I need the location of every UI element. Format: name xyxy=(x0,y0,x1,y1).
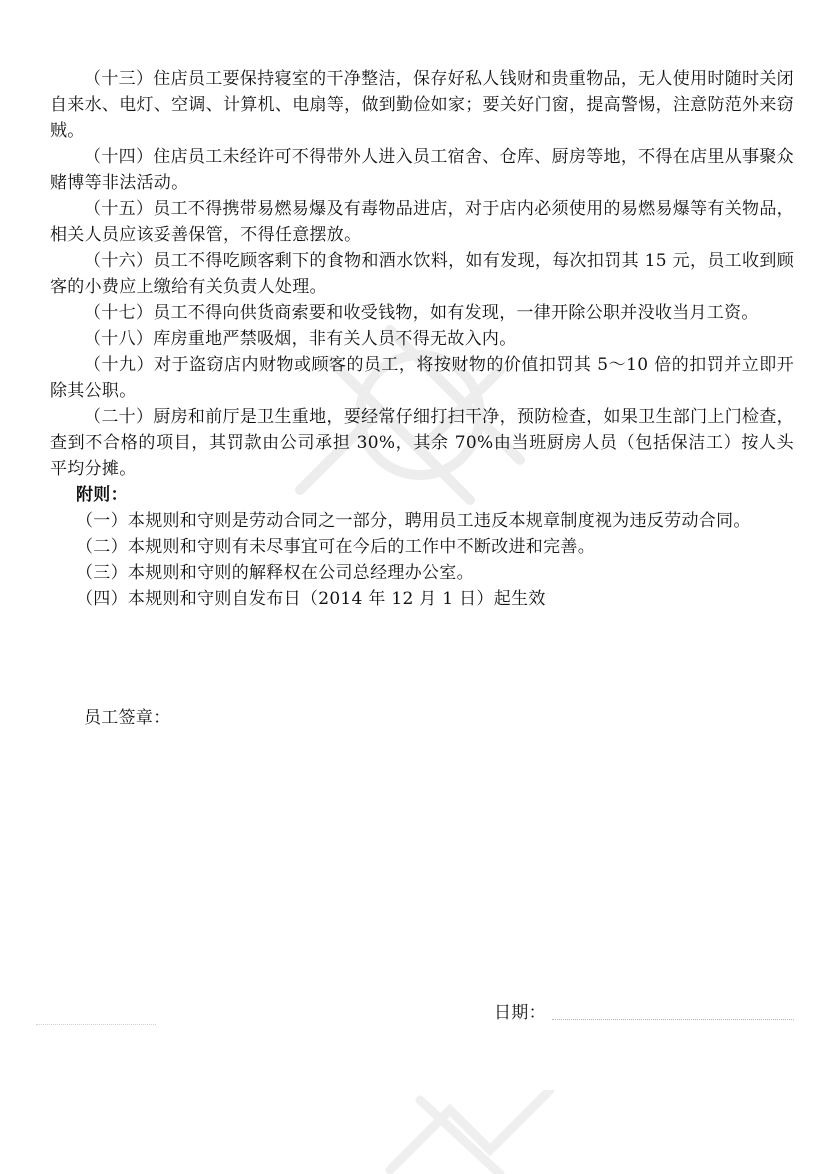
rule-16: （十六）员工不得吃顾客剩下的食物和酒水饮料，如有发现，每次扣罚其 15 元，员工收到顾客的小费应上缴给有关负责人处理。 xyxy=(50,251,794,297)
date-fill-line[interactable] xyxy=(552,1019,794,1020)
date-label: 日期： xyxy=(494,1003,546,1023)
rule-19: （十九）对于盗窃店内财物或顾客的员工，将按财物的价值扣罚其 5～10 倍的扣罚并立即开除其公职。 xyxy=(50,355,794,401)
rule-14: （十四）住店员工未经许可不得带外人进入员工宿舍、仓库、厨房等地，不得在店里从事聚众赌博等非法活动。 xyxy=(50,147,794,193)
rules-body xyxy=(50,66,794,612)
appendix-item-3: （三）本规则和守则的解释权在公司总经理办公室。 xyxy=(76,563,474,583)
appendix-item-1: （一）本规则和守则是劳动合同之一部分，聘用员工违反本规章制度视为违反劳动合同。 xyxy=(76,511,751,531)
rule-17: （十七）员工不得向供货商索要和收受钱物，如有发现，一律开除公职并没收当月工资。 xyxy=(84,303,759,323)
footer-divider xyxy=(36,1024,156,1025)
rule-18: （十八）库房重地严禁吸烟，非有关人员不得无故入内。 xyxy=(84,329,517,349)
appendix-heading: 附则： xyxy=(76,485,128,505)
rule-20: （二十）厨房和前厅是卫生重地，要经常仔细打扫干净，预防检查，如果卫生部门上门检查，查到不合格的项目，其罚款由公司承担 30%，其余 70%由当班厨房人员（包括保洁工）按人头平均分摊。 xyxy=(50,407,794,479)
rule-13: （十三）住店员工要保持寝室的干净整洁，保存好私人钱财和贵重物品，无人使用时随时关闭自来水、电灯、空调、计算机、电扇等，做到勤俭如家；要关好门窗，提高警惕，注意防范外来窃贼。 xyxy=(50,69,794,141)
watermark-stamp-bottom xyxy=(380,1090,580,1174)
employee-signature-label: 员工签章： xyxy=(84,708,171,728)
rule-15: （十五）员工不得携带易燃易爆及有毒物品进店，对于店内必须使用的易燃易爆等有关物品，相关人员应该妥善保管，不得任意摆放。 xyxy=(50,199,794,245)
appendix-item-2: （二）本规则和守则有未尽事宜可在今后的工作中不断改进和完善。 xyxy=(76,537,595,557)
appendix-item-4: （四）本规则和守则自发布日（2014 年 12 月 1 日）起生效 xyxy=(76,589,546,609)
